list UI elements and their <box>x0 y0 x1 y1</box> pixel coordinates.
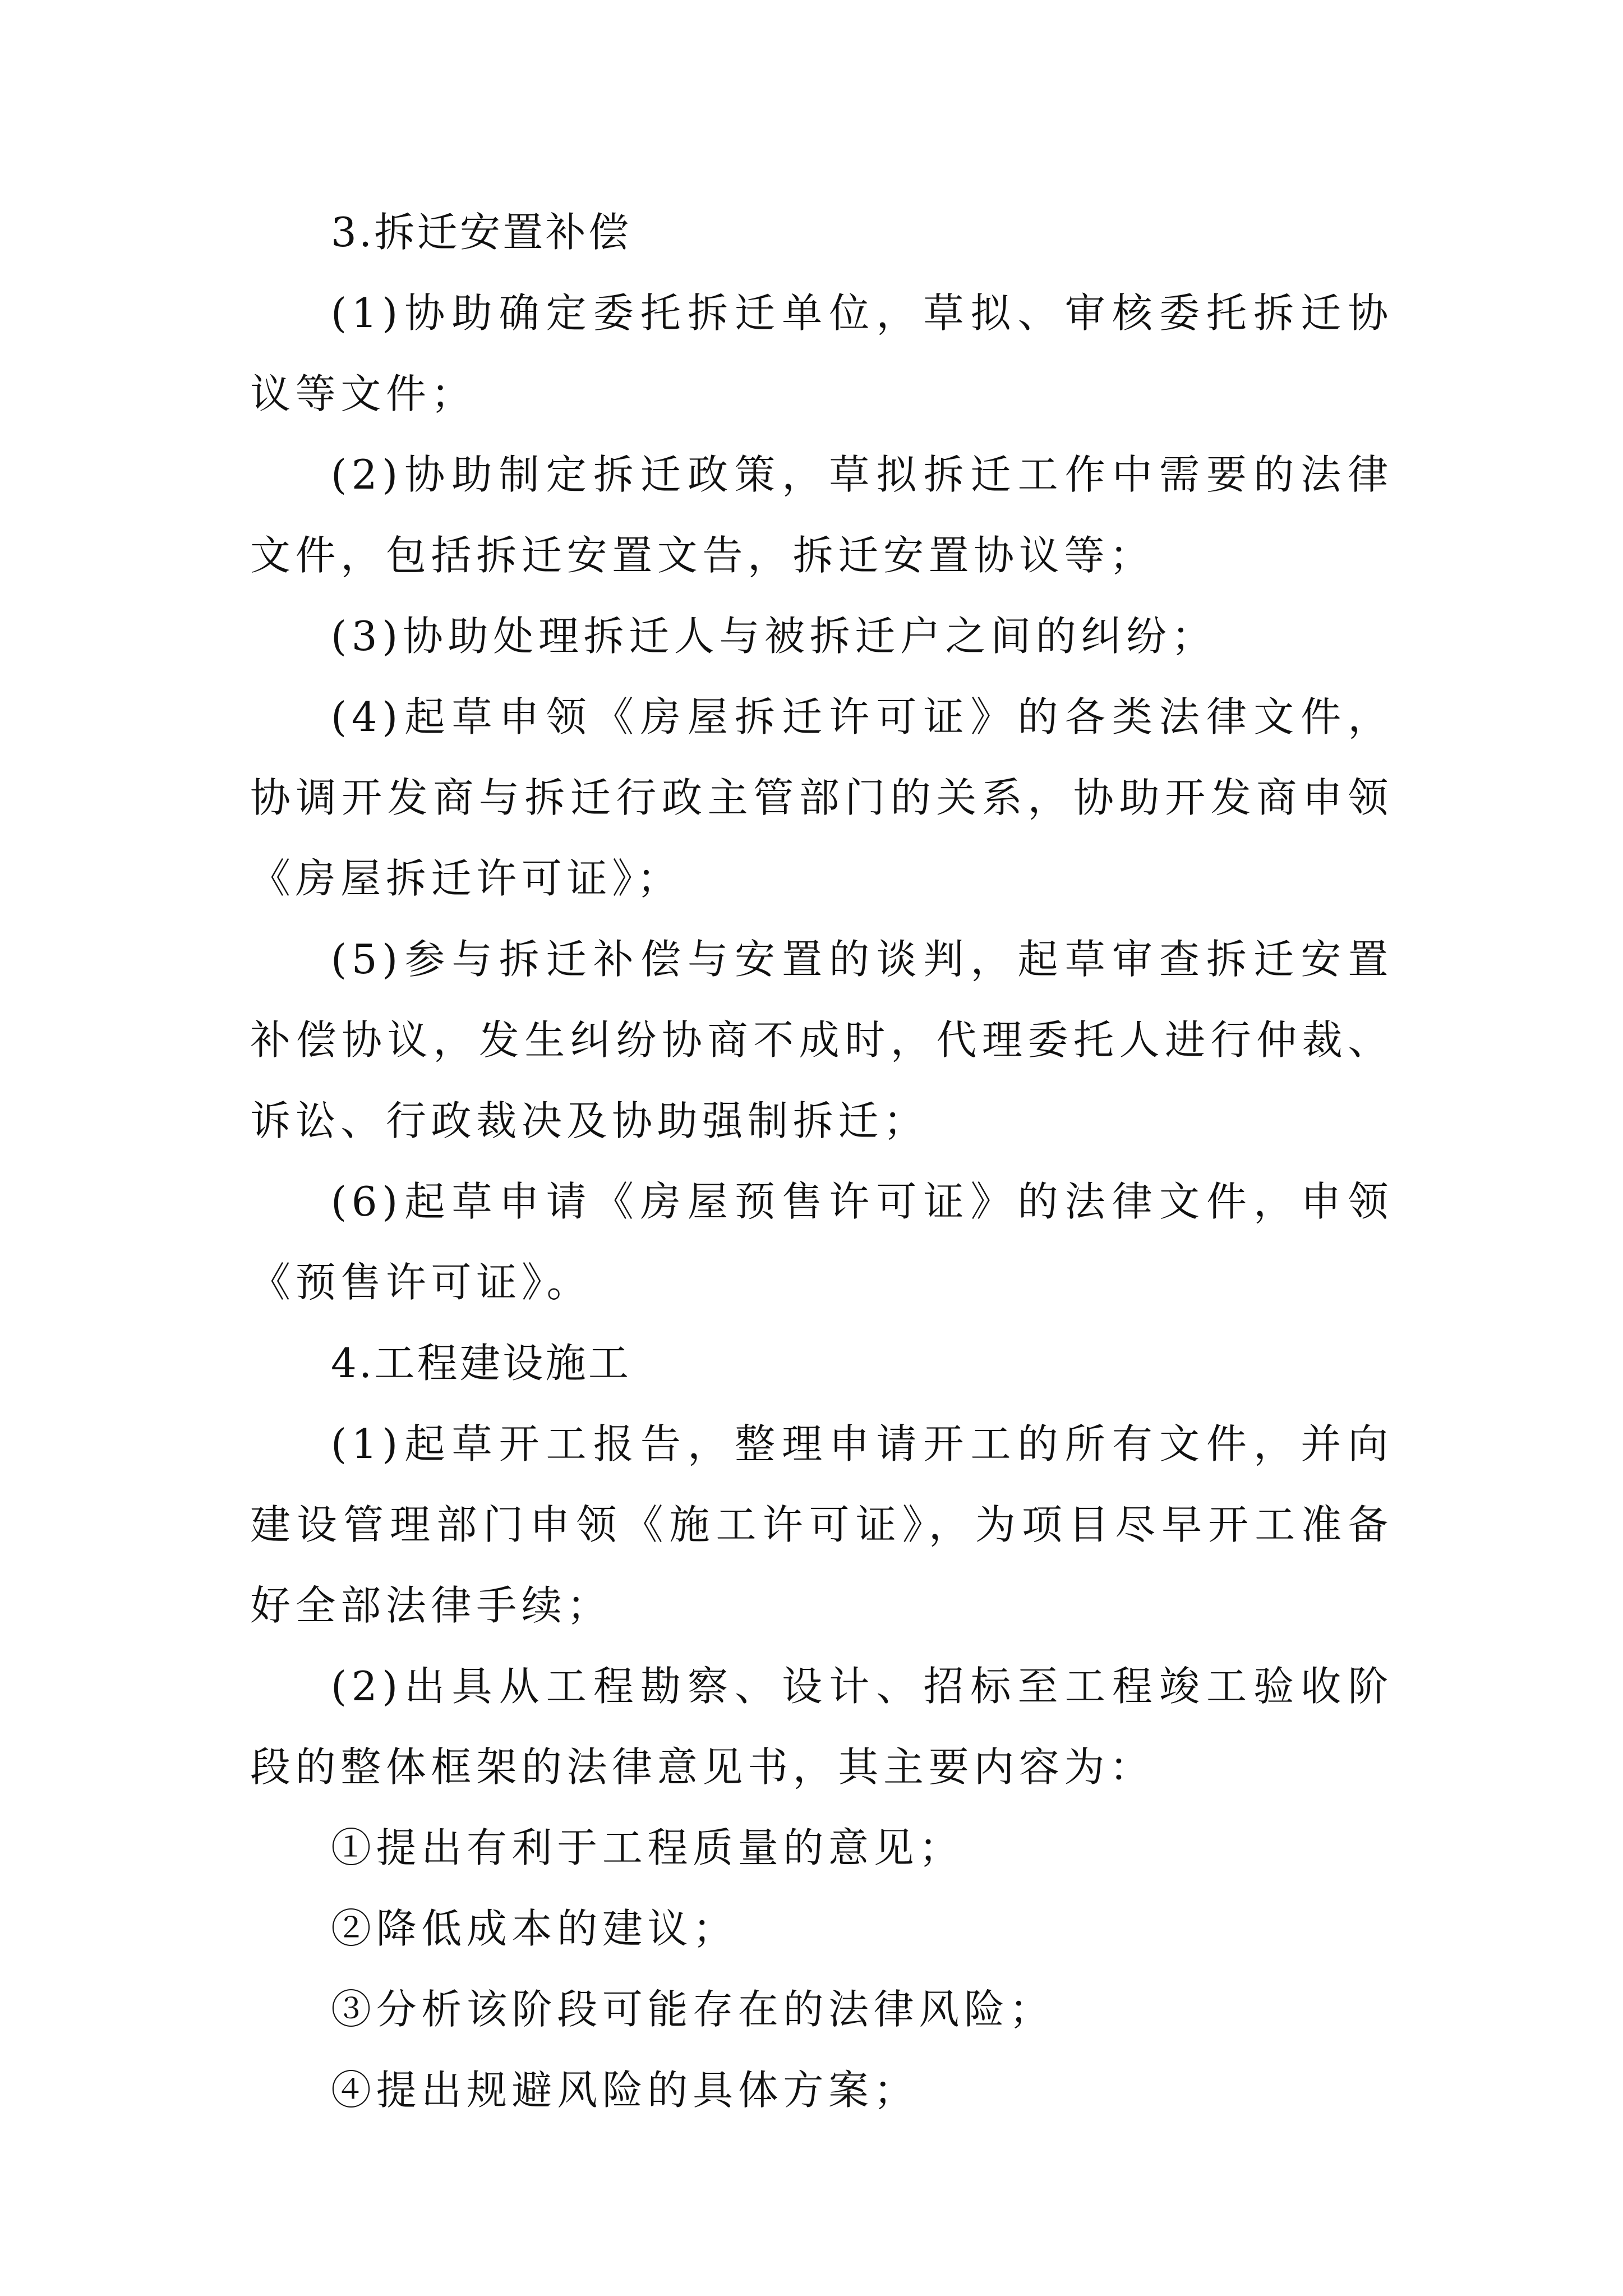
list-item: (3)协助处理拆迁人与被拆迁户之间的纠纷； <box>331 613 1217 660</box>
sub-item: ①提出有利于工程质量的意见； <box>331 1824 964 1871</box>
list-item: (4)起草申领《房屋拆迁许可证》的各类法律文件，协调开发商与拆迁行政主管部门的关系，协助开发商申领《房屋拆迁许可证》； <box>250 693 1393 902</box>
section-demolition <box>250 192 1393 1323</box>
sub-item: ③分析该阶段可能存在的法律风险； <box>331 1986 1055 2033</box>
section-heading: 4.工程建设施工 <box>331 1340 631 1387</box>
list-item: (6)起草申请《房屋预售许可证》的法律文件，申领《预售许可证》。 <box>250 1178 1393 1306</box>
sub-item: ②降低成本的建议； <box>331 1905 738 1952</box>
document-body <box>250 192 1393 2131</box>
list-item: (2)协助制定拆迁政策，草拟拆迁工作中需要的法律文件，包括拆迁安置文告，拆迁安置协议等； <box>250 451 1393 579</box>
list-item: (5)参与拆迁补偿与安置的谈判，起草审查拆迁安置补偿协议，发生纠纷协商不成时，代理委托人进行仲裁、诉讼、行政裁决及协助强制拆迁； <box>250 936 1393 1144</box>
section-heading: 3.拆迁安置补偿 <box>331 209 631 256</box>
section-construction <box>250 1323 1393 2131</box>
list-item: (1)起草开工报告，整理申请开工的所有文件，并向建设管理部门申领《施工许可证》，为项目尽早开工准备好全部法律手续； <box>250 1420 1393 1629</box>
list-item: (1)协助确定委托拆迁单位，草拟、审核委托拆迁协议等文件； <box>250 289 1393 417</box>
sub-item: ④提出规避风险的具体方案； <box>331 2067 919 2114</box>
list-item: (2)出具从工程勘察、设计、招标至工程竣工验收阶段的整体框架的法律意见书，其主要内容为： <box>250 1663 1393 1791</box>
